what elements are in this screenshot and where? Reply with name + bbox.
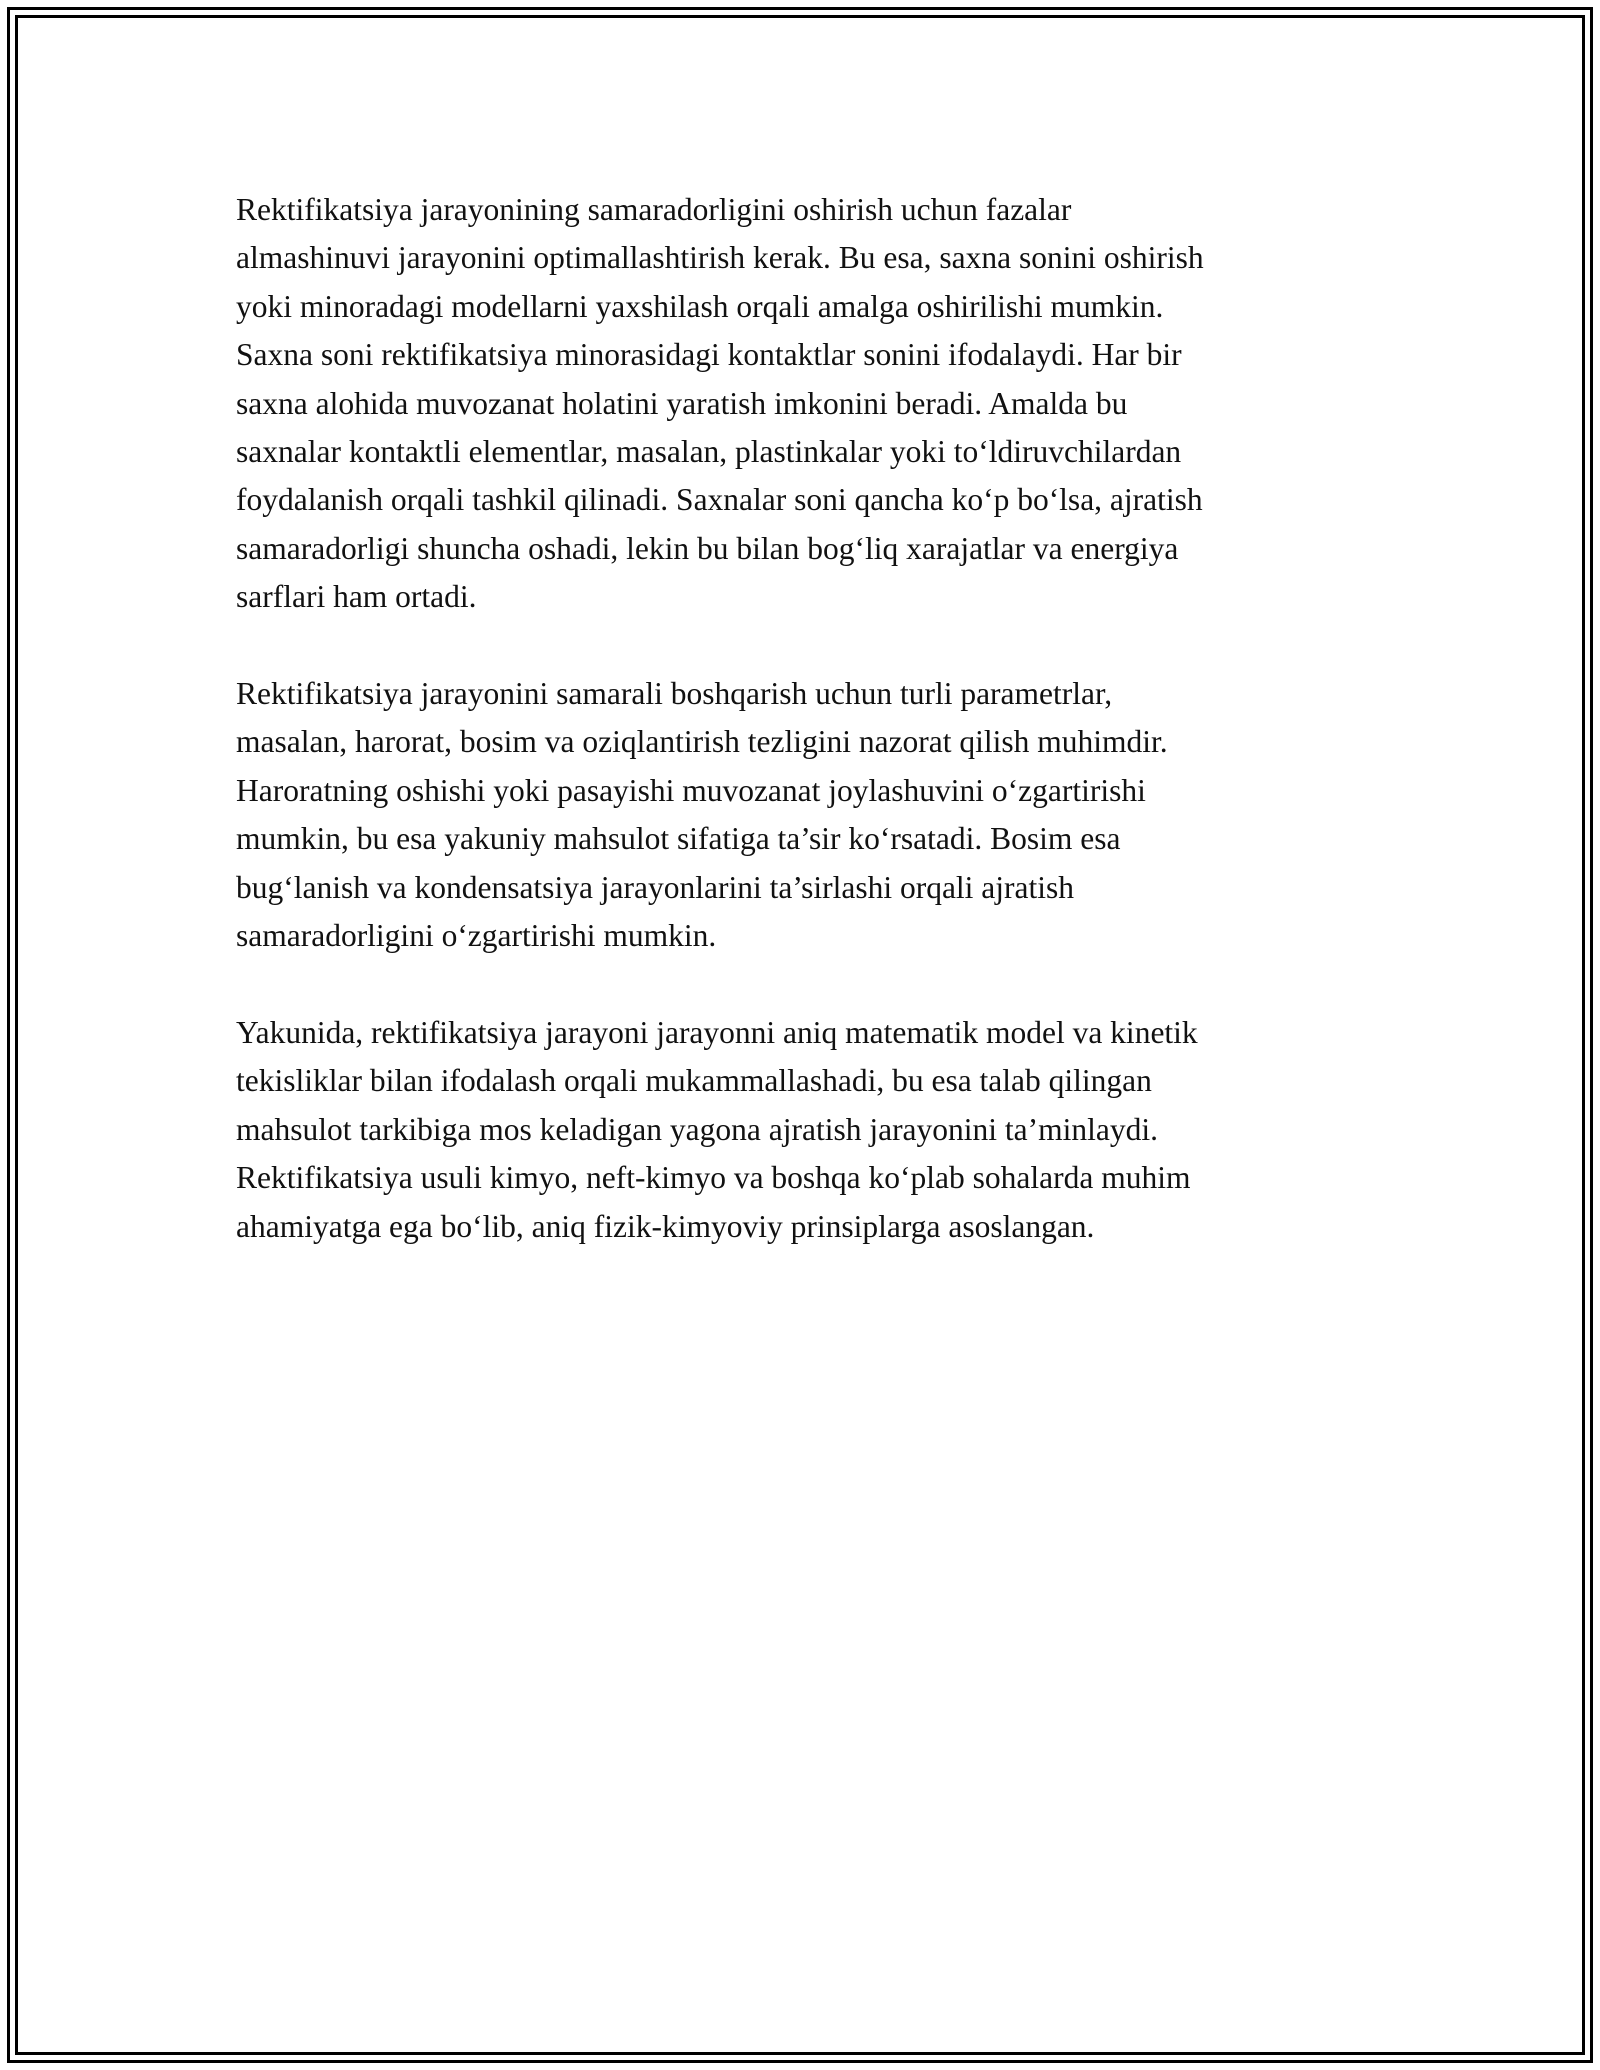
paragraph-1: Rektifikatsiya jarayonining samaradorligini oshirish uchun fazalar almashinuvi jarayonini optimallashtirish kerak. Bu esa, saxna sonini oshirish yoki minoradagi modellarni yaxshilash orqali amalga oshirilishi mumkin. Saxna soni rektifikatsiya minorasidagi kontaktlar sonini ifodalaydi. Har bir saxna alohida muvozanat holatini yaratish imkonini beradi. Amalda bu saxnalar kontaktli elementlar, masalan, plastinkalar yoki to‘ldiruvchilardan foydalanish orqali tashkil qilinadi. Saxnalar soni qancha ko‘p bo‘lsa, ajratish samaradorligi shuncha oshadi, lekin bu bilan bog‘liq xarajatlar va energiya sarflari ham ortadi.	[236, 192, 1204, 615]
document-body	[236, 186, 1386, 1299]
paragraph-3: Yakunida, rektifikatsiya jarayoni jarayonni aniq matematik model va kinetik tekisliklar bilan ifodalash orqali mukammallashadi, bu esa talab qilingan mahsulot tarkibiga mos keladigan yagona ajratish jarayonini ta’minlaydi. Rektifikatsiya usuli kimyo, neft-kimyo va boshqa ko‘plab sohalarda muhim ahamiyatga ega bo‘lib, aniq fizik-kimyoviy prinsiplarga asoslangan.	[236, 1014, 1198, 1244]
paragraph-2: Rektifikatsiya jarayonini samarali boshqarish uchun turli parametrlar, masalan, harorat, bosim va oziqlantirish tezligini nazorat qilish muhimdir. Haroratning oshishi yoki pasayishi muvozanat joylashuvini o‘zgartirishi mumkin, bu esa yakuniy mahsulot sifatiga ta’sir ko‘rsatadi. Bosim esa bug‘lanish va kondensatsiya jarayonlarini ta’sirlashi orqali ajratish samaradorligini o‘zgartirishi mumkin.	[236, 676, 1168, 954]
